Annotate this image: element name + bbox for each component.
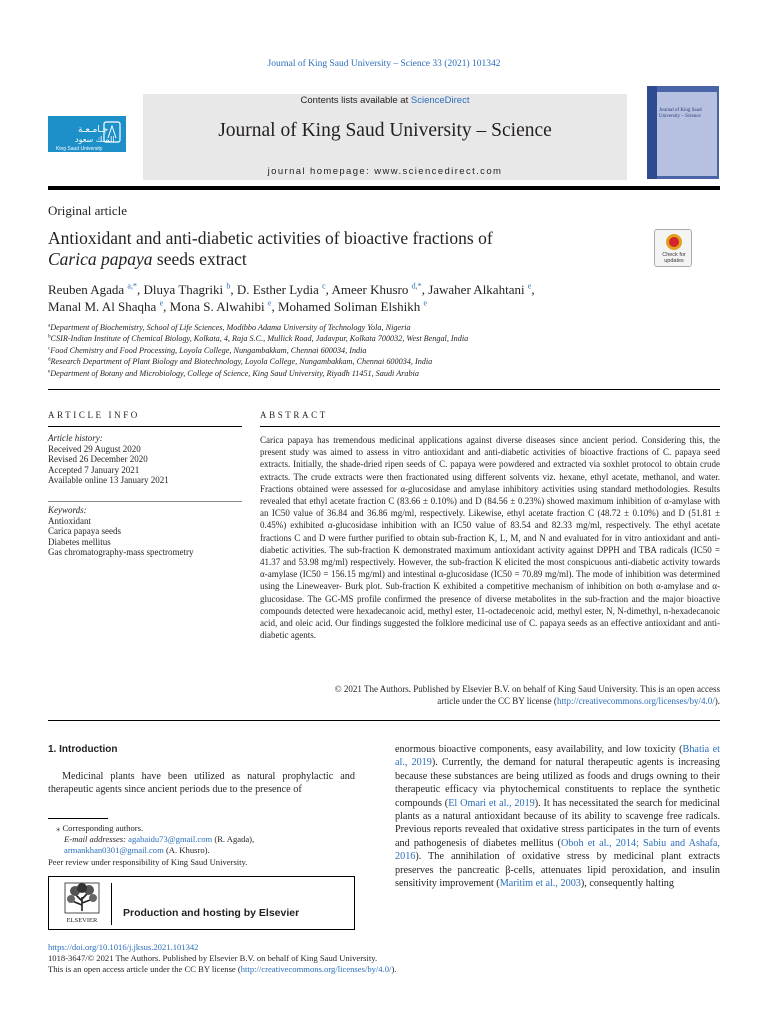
title-species: Carica papaya xyxy=(48,249,153,269)
keyword: Gas chromatography-mass spectrometry xyxy=(48,547,194,558)
article-history xyxy=(48,433,242,486)
header-rule xyxy=(48,186,720,190)
history-item: Accepted 7 January 2021 xyxy=(48,464,140,475)
citation-link[interactable]: Bhatia et al., 2019 xyxy=(395,744,720,769)
section-heading-introduction: 1. Introduction xyxy=(48,744,118,755)
svg-text:الملك سعود: الملك سعود xyxy=(75,135,115,144)
keyword: Antioxidant xyxy=(48,515,91,526)
email-addresses: E-mail addresses: agabaidu73@gmail.com (R. Agada), armankhan0301@gmail.com (A. Khusro). xyxy=(64,834,255,856)
history-item: Revised 26 December 2020 xyxy=(48,454,148,465)
svg-text:King Saud University: King Saud University xyxy=(56,146,103,152)
cc-license-link[interactable]: http://creativecommons.org/licenses/by/4.0/ xyxy=(240,964,392,974)
cover-panel xyxy=(657,92,717,176)
history-label: Article history: xyxy=(48,433,103,443)
keyword: Diabetes mellitus xyxy=(48,536,111,547)
elsevier-hosting-box xyxy=(48,876,355,930)
abstract-heading: ABSTRACT xyxy=(260,410,328,420)
hosting-label: Production and hosting by Elsevier xyxy=(123,907,300,919)
doi-link[interactable]: https://doi.org/10.1016/j.jksus.2021.101342 xyxy=(48,942,199,952)
article-title xyxy=(48,228,648,270)
abstract-bottom-rule xyxy=(48,720,720,721)
cc-license-link[interactable]: http://creativecommons.org/licenses/by/4.0/ xyxy=(556,696,715,707)
intro-paragraph: Medicinal plants have been utilized as natural prophylactic and therapeutic agents since ancient periods due to the presence of xyxy=(48,771,355,796)
intro-paragraph-continued: enormous bioactive components, easy availability, and low toxicity (Bhatia et al., 2019). Currently, the demand for natural therapeutic agents is increasing because these substances are being utilized as foods and drugs owning to their therapeutic efficacy via phytochemical constituents to replace the synthetic compounds (El Omari et al., 2019). It has necessitated the search for medicinal plants as a natural antioxidant because of its ability to scavenge free radicals. Previous reports revealed that oxidative stress participates in the turn of events and pathogenesis of diabetes mellitus (Oboh et al., 2014; Sabiu and Ashafa, 2016). The annihilation of oxidative stress by medicinal plant extracts preserves the pancreatic β-cells, attenuates lipid peroxidation, and insulin sensitivity improvement (Maritim et al., 2003), consequently halting xyxy=(395,744,721,890)
abstract-text: Carica papaya has tremendous medicinal applications against diverse diseases since ancient period. Considering this, the present study was aimed to assess in vitro antioxidant and anti-diabetic activities of bioactive fractions of C. papaya seed extracts. Initially, the shade-dried ripen seeds of C. papaya were powdered and extracted via soxhlet protocol to obtain crude extracts. The crude extracts were then fractionated using different solvents viz. hexane, ethyl acetate, methanol, and water. Fractions obtained were assessed for α-glucosidase and amylase inhibitory activities using standard methodologies. Results revealed that ethyl acetate fraction C (83.66 ± 0.10%) and D (84.56 ± 0.23%) showed maximum inhibition of α-amylase with an IC50 value of 36.84 and 36.86 mg/ml, respectively. Likewise, ethyl acetate fraction C (48.72 ± 0.10%) and D (51.81 ± 0.45%) exhibited α-glucosidase inhibition with an IC50 value of 83.54 and 82.33 mg/ml, respectively. The ethyl acetate fractions C and D were further purified to obtain sub-fraction K, L, M, and N and evaluated for in vitro antioxidant and anti-diabetic activities. The sub-fraction K demonstrated maximum antioxidant activity against DPPH and TBA radicals (IC50 = 41.37 and 53.98 mg/ml) respectively. However, the sub-fraction K elicited the most conspicuous anti-diabetic activity towards α-amylase (IC50 = 156.15 mg/ml) and intestinal α-glucosidase (IC50 = 70.89 mg/ml). The mode of inhibition was determined using the Lineweaver- Burk plot. Sub-fraction K exhibited a competitive mechanism of inhibition on both α-amylase and α-glucosidase. The GC-MS profile confirmed the presence of diverse metabolites in the sub-fraction and the major bioactive compounds detected were hexadecanoic acid, methyl ester, 11-octadecenoic acid, methyl ester, N, N-dimethyl, n-hexadecanoic acid, and oleic acid. Our findings suggested the folklore medicinal use of C. papaya seeds as an effective antioxidant and anti-diabetic agents. xyxy=(260,435,720,641)
check-updates-icon xyxy=(666,234,682,250)
title-line-1: Antioxidant and anti-diabetic activities of bioactive fractions of xyxy=(48,228,493,248)
keywords-rule xyxy=(48,501,242,502)
affiliation: $^e$Department of Botany and Microbiology, College of Science, King Saud University, Riyadh 11451, Saudi Arabia xyxy=(48,367,419,378)
author[interactable]: Dluya Thagriki $^b$ xyxy=(143,281,231,297)
issn-line: 1018-3647/© 2021 The Authors. Published by Elsevier B.V. on behalf of King Saud University. xyxy=(48,953,378,963)
author[interactable]: D. Esther Lydia $^c$ xyxy=(236,281,326,297)
journal-homepage[interactable]: journal homepage: www.sciencedirect.com xyxy=(267,166,503,177)
keywords xyxy=(48,505,242,558)
svg-text:جـامـعـة: جـامـعـة xyxy=(78,125,109,135)
affiliation: $^c$Food Chemistry and Food Processing, Loyola College, Nungambakkam, Chennai 600034, India xyxy=(48,345,367,355)
author[interactable]: Jawaher Alkahtani $^e$ xyxy=(428,281,532,297)
author[interactable]: Manal M. Al Shaqha $^e$ xyxy=(48,298,164,314)
footnote-rule xyxy=(48,818,108,819)
citation-link[interactable]: Oboh et al., 2014; Sabiu and Ashafa, 2016 xyxy=(395,837,720,863)
email-link[interactable]: agabaidu73@gmail.com xyxy=(128,834,213,845)
copyright-line: © 2021 The Authors. Published by Elsevier B.V. on behalf of King Saud University. This is an open access xyxy=(334,684,720,694)
peer-review-note: Peer review under responsibility of King Saud University. xyxy=(48,856,248,867)
hosting-divider xyxy=(111,883,112,925)
publisher-wordmark: ELSEVIER xyxy=(66,917,98,924)
open-access-line: This is an open access article under the CC BY license (http://creativecommons.org/licenses/by/4.0/). xyxy=(48,964,397,974)
journal-cover-image xyxy=(647,86,719,179)
article-info-rule xyxy=(48,426,242,427)
citation-link[interactable]: El Omari et al., 2019 xyxy=(448,797,535,809)
check-for-updates-button[interactable] xyxy=(654,229,692,267)
title-line-2: seeds extract xyxy=(152,249,247,269)
sciencedirect-link[interactable]: ScienceDirect xyxy=(410,95,470,106)
keyword: Carica papaya seeds xyxy=(48,526,121,537)
journal-title: Journal of King Saud University – Science xyxy=(218,120,552,141)
affiliation: $^b$CSIR-Indian Institute of Chemical Biology, Kolkata, 4, Raja S.C., Mullick Road, Jadavpur, Kolkata 700032, West Bengal, India xyxy=(48,333,469,344)
article-type: Original article xyxy=(48,203,128,218)
contents-prefix: Contents lists available at xyxy=(300,95,411,106)
affiliations-rule xyxy=(48,389,720,390)
affiliation: $^d$Research Department of Plant Biology and Biotechnology, Loyola College, Nungambakkam, Chennai 600034, India xyxy=(48,356,433,367)
author-list: Reuben Agada $^{a,*}$, Dluya Thagriki $^b$, D. Esther Lydia $^c$, Ameer Khusro $^{d,*}$, Jawaher Alkahtani $^e$, Manal M. Al Shaqha $^e$, Mona S. Alwahibi $^e$, Mohamed Soliman Elshikh $^e$ xyxy=(48,281,535,314)
ksu-logo xyxy=(48,96,126,178)
footnotes xyxy=(48,823,355,868)
abstract-copyright xyxy=(260,683,720,707)
history-item: Available online 13 January 2021 xyxy=(48,475,169,486)
elsevier-tree-logo xyxy=(57,881,107,925)
history-item: Received 29 August 2020 xyxy=(48,443,141,454)
article-bottom-info xyxy=(48,942,548,975)
author[interactable]: Ameer Khusro $^{d,*}$ xyxy=(331,281,422,297)
email-link[interactable]: armankhan0301@gmail.com xyxy=(64,845,164,856)
corresponding-note: ⁎ Corresponding authors. xyxy=(56,823,144,833)
author[interactable]: Reuben Agada $^{a,*}$ xyxy=(48,281,138,297)
cover-title: Journal of King Saud University – Science xyxy=(659,108,702,119)
author[interactable]: Mohamed Soliman Elshikh $^e$ xyxy=(277,298,428,314)
affiliation: $^a$Department of Biochemistry, School of Life Sciences, Modibbo Adama University of Technology Yola, Nigeria xyxy=(48,322,411,332)
cover-spine xyxy=(647,86,657,179)
keywords-label: Keywords: xyxy=(48,505,87,515)
copyright-line-2: article under the CC BY license (http://creativecommons.org/licenses/by/4.0/). xyxy=(437,696,720,707)
citation-link[interactable]: Maritim et al., 2003 xyxy=(499,878,581,890)
journal-reference-link[interactable]: Journal of King Saud University – Science 33 (2021) 101342 xyxy=(267,59,501,69)
author[interactable]: Mona S. Alwahibi $^e$ xyxy=(169,298,272,314)
affiliations xyxy=(48,322,728,379)
abstract-rule xyxy=(260,426,720,427)
check-updates-label: Check for updates xyxy=(662,252,686,264)
contents-line xyxy=(143,95,627,106)
article-info-heading: ARTICLE INFO xyxy=(48,410,140,420)
